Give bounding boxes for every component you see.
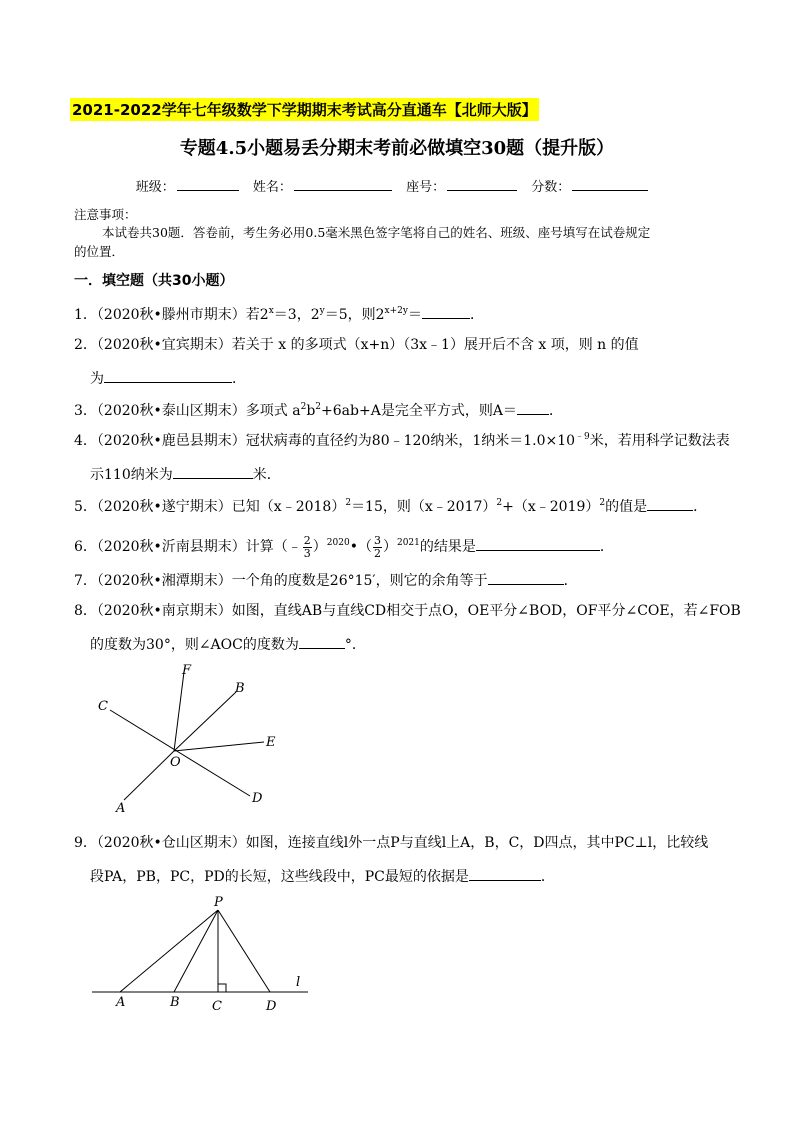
figure-angles: [90, 660, 310, 820]
label-A: A: [116, 801, 126, 816]
question-2-cont: 为 ．: [90, 368, 246, 388]
answer-blank-9[interactable]: [469, 866, 541, 881]
question-8-cont: 的度数为30°，则∠AOC的度数为 °．: [90, 634, 366, 654]
score-field[interactable]: [572, 178, 648, 191]
notes-line1: 本试卷共30题．答卷前，考生务必用0.5毫米黑色签字笔将自己的姓名、班级、座号填写在试卷规定: [102, 225, 651, 240]
question-8: 8．（2020秋•南京期末）如图，直线AB与直线CD相交于点O，OE平分∠BOD，OF平分∠COE，若∠FOB: [74, 603, 741, 619]
question-4: 4．（2020秋•鹿邑县期末）冠状病毒的直径约为80﹣120纳米，1纳米$=1.0\times 10^{﹣9}$米，若用科学记数法表: [74, 432, 730, 449]
question-3: 3．（2020秋•泰山区期末）多项式 $a^2b^2+6ab+A$是完全平方式，则A＝ ．: [74, 402, 563, 419]
line-CD: [110, 710, 250, 796]
class-label: 班级：: [135, 180, 175, 195]
question-6: 6．（2020秋•沂南县期末）计算（﹣ $\frac{2}{3}$ ）$^{2020}$•（ $\frac{3}{2}$ ）$^{2021}$的结果是 ．: [74, 533, 614, 560]
question-1: 1．（2020秋•滕州市期末）若$2^x=3$，$2^y=5$，则$2^{x+2y}=$ ．: [74, 306, 484, 323]
fraction-2-3: $\frac{2}{3}$: [303, 533, 311, 560]
label-E: E: [266, 735, 276, 750]
answer-blank-8[interactable]: [299, 634, 345, 649]
right-angle-mark: [218, 984, 226, 992]
page-title: 专题4.5小题易丢分期末考前必做填空30题（提升版）: [179, 138, 615, 159]
answer-blank-7[interactable]: [488, 570, 564, 585]
question-7: 7．（2020秋•湘潭期末）一个角的度数是26°15′，则它的余角等于 ．: [74, 570, 578, 590]
answer-blank-6[interactable]: [476, 536, 600, 551]
question-2: 2．（2020秋•宜宾期末）若关于 x 的多项式（x+n）（3x﹣1）展开后不含 x 项，则 n 的值: [74, 337, 639, 353]
segment-PB: [174, 910, 218, 992]
segment-PA: [120, 910, 218, 992]
label-C: C: [98, 699, 108, 714]
question-5: 5．（2020秋•遂宁期末）已知（x﹣2018）$^2$＝15，则（x﹣2017）$^2$+（x﹣2019）$^2$的值是 ．: [74, 498, 708, 515]
score-label: 分数：: [531, 180, 571, 195]
name-label: 姓名：: [252, 180, 292, 195]
seat-field[interactable]: [447, 178, 517, 191]
label-A: A: [116, 995, 126, 1010]
question-9: 9．（2020秋•仓山区期末）如图，连接直线l外一点P与直线l上A，B，C，D四点，其中PC⊥l，比较线: [74, 835, 709, 851]
class-field[interactable]: [177, 178, 239, 191]
ray-OE: [174, 742, 264, 751]
answer-blank-4[interactable]: [173, 464, 253, 479]
answer-blank-1[interactable]: [422, 304, 470, 319]
label-B: B: [170, 995, 180, 1010]
student-info-row: [0, 176, 794, 195]
fraction-3-2: $\frac{3}{2}$: [373, 533, 381, 560]
label-B: B: [235, 681, 245, 696]
segment-PD: [218, 910, 270, 992]
ray-OF: [174, 672, 184, 751]
question-9-cont: 段PA，PB，PC，PD的长短，这些线段中，PC最短的依据是 ．: [90, 866, 555, 886]
answer-blank-3[interactable]: [517, 400, 549, 415]
label-P: P: [214, 895, 223, 910]
section-title: 一．填空题（共30小题）: [74, 273, 234, 289]
label-D: D: [266, 999, 277, 1014]
name-field[interactable]: [294, 178, 392, 191]
label-O: O: [170, 755, 181, 770]
label-l: l: [296, 975, 301, 990]
ray-OA: [124, 751, 174, 800]
label-F: F: [182, 663, 192, 678]
ray-OB: [174, 692, 236, 751]
question-4-cont: 示110纳米为 米．: [90, 464, 281, 484]
label-C: C: [212, 999, 222, 1014]
label-D: D: [252, 791, 263, 806]
notes-line2: 的位置．: [74, 244, 125, 259]
answer-blank-5[interactable]: [647, 496, 693, 511]
seat-label: 座号：: [406, 180, 446, 195]
figure-perpendicular: [88, 892, 328, 1022]
notes-heading: 注意事项：: [74, 207, 137, 222]
banner: 2021-2022学年七年级数学下学期期末考试高分直通车【北师大版】: [70, 98, 539, 121]
answer-blank-2[interactable]: [104, 368, 232, 383]
